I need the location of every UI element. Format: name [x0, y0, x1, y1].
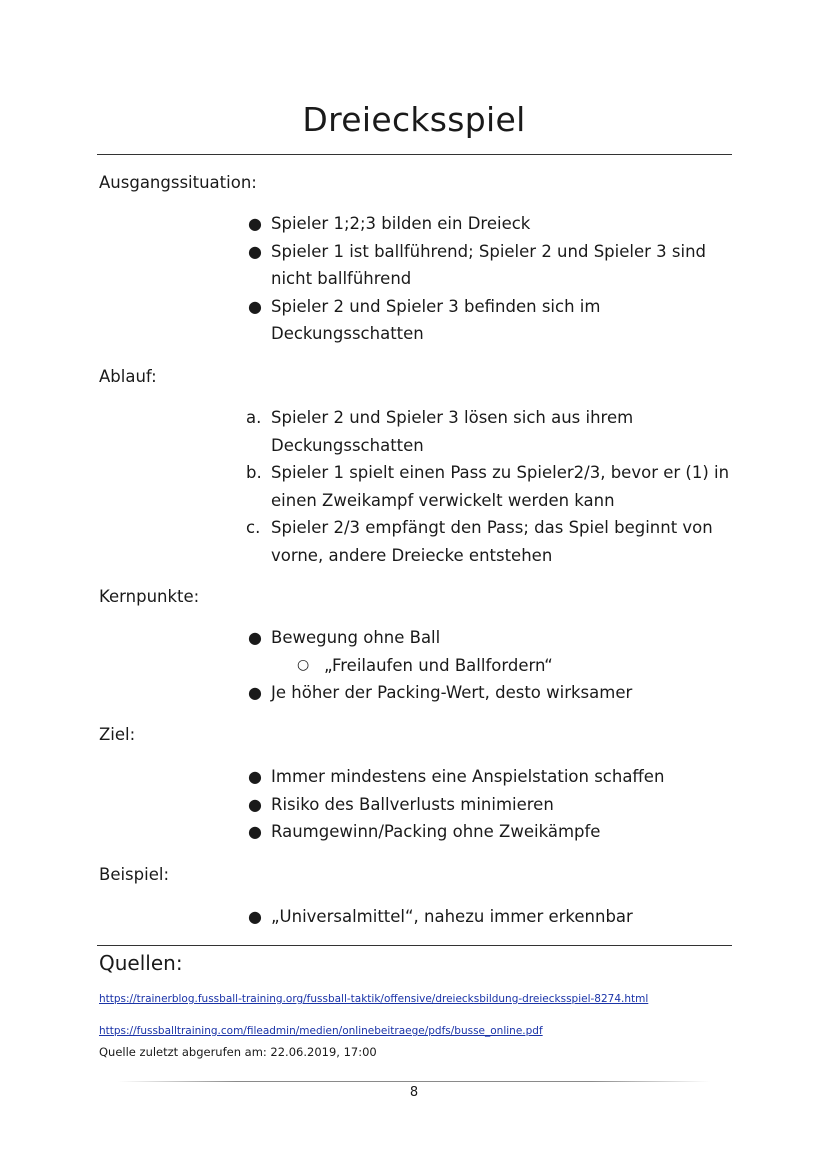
bullet-icon: ● — [248, 794, 262, 814]
section-heading-kernpunkte: Kernpunkte: — [99, 587, 200, 606]
list-item: b. Spieler 1 spielt einen Pass zu Spieler2/3, bevor er (1) in einen Zweikampf verwickelt werden kann — [244, 459, 734, 514]
section-heading-ablauf: Ablauf: — [99, 367, 157, 386]
bullet-icon: ● — [248, 214, 262, 233]
list-item: ● Spieler 2 und Spieler 3 befinden sich im Deckungsschatten — [244, 293, 734, 348]
sources-heading: Quellen: — [99, 951, 183, 975]
page-number: 8 — [409, 1085, 419, 1100]
list-marker: b. — [246, 463, 262, 482]
page-title: Dreiecksspiel — [302, 100, 526, 139]
list-item: ● Spieler 1;2;3 bilden ein Dreieck — [244, 210, 734, 238]
section-heading-beispiel: Beispiel: — [99, 865, 170, 884]
list-item: ● Spieler 1 ist ballführend; Spieler 2 und Spieler 3 sind nicht ballführend — [244, 238, 734, 293]
bullet-icon: ● — [248, 683, 262, 702]
list-item: c. Spieler 2/3 empfängt den Pass; das Spiel beginnt von vorne, andere Dreiecke entstehen — [244, 514, 734, 569]
ausgangssituation-list — [244, 210, 734, 348]
section-heading-ziel: Ziel: — [99, 725, 136, 744]
beispiel-list — [244, 903, 734, 931]
section-heading-ausgangssituation: Ausgangssituation: — [99, 173, 257, 192]
list-item: ● Bewegung ohne Ball — [244, 624, 734, 652]
ziel-list — [244, 763, 734, 846]
source-link-trainerblog[interactable]: https://trainerblog.fussball-training.org/fussball-taktik/offensive/dreiecksbildung-dreiecksspiel-8274.html — [99, 993, 649, 1005]
list-item: ● Raumgewinn/Packing ohne Zweikämpfe — [244, 818, 734, 846]
title-divider — [97, 154, 732, 155]
footer-divider — [118, 1081, 710, 1082]
list-item: ● Immer mindestens eine Anspielstation schaffen — [244, 763, 734, 791]
bullet-icon: ● — [248, 241, 262, 261]
source-link-fussballtraining[interactable]: https://fussballtraining.com/fileadmin/medien/onlinebeitraege/pdfs/busse_online.pdf — [99, 1025, 543, 1037]
list-item: ● „Universalmittel“, nahezu immer erkennbar — [244, 903, 734, 931]
list-item: a. Spieler 2 und Spieler 3 lösen sich aus ihrem Deckungsschatten — [244, 404, 734, 459]
list-marker: a. — [246, 408, 262, 427]
bullet-icon: ● — [248, 767, 262, 786]
bullet-icon: ● — [248, 628, 262, 647]
sub-list-item: ○ „Freilaufen und Ballfordern“ — [244, 652, 734, 680]
kernpunkte-list — [244, 624, 734, 707]
sources-divider — [97, 945, 732, 946]
bullet-icon: ● — [248, 822, 262, 841]
list-marker: c. — [246, 518, 261, 537]
bullet-icon: ● — [248, 296, 262, 316]
list-item: ● Je höher der Packing-Wert, desto wirksamer — [244, 679, 734, 707]
bullet-icon: ● — [248, 907, 262, 926]
ablauf-list — [244, 404, 734, 569]
list-item: ● Risiko des Ballverlusts minimieren — [244, 791, 734, 819]
circle-bullet-icon: ○ — [297, 656, 310, 673]
retrieval-note: Quelle zuletzt abgerufen am: 22.06.2019, 17:00 — [99, 1045, 377, 1059]
